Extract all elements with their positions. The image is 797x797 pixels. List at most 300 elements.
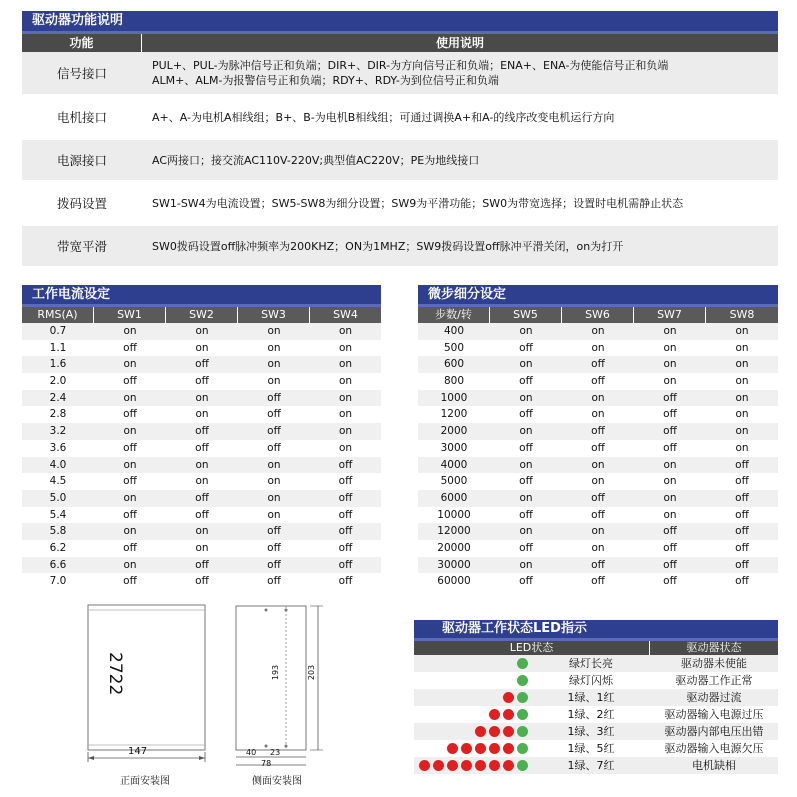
led-state-text: 绿灯闪烁 [569, 674, 613, 687]
usage-col-header: 使用说明 [435, 36, 484, 50]
table-cell: off [123, 341, 137, 354]
table-row [418, 390, 778, 407]
table-cell: 10000 [437, 508, 471, 521]
table-row [418, 557, 778, 574]
table-cell: on [123, 525, 137, 538]
current-header-cell: SW3 [238, 307, 310, 323]
table-cell: on [519, 391, 533, 404]
current-header-cell: RMS(A) [22, 307, 94, 323]
led-indicator [414, 757, 532, 774]
table-cell: on [123, 558, 137, 571]
table-row [22, 457, 381, 474]
table-cell: off [195, 375, 209, 388]
table-cell: off [195, 575, 209, 588]
table-cell: on [735, 408, 749, 421]
table-cell: on [591, 525, 605, 538]
led-indicator [414, 740, 532, 757]
front-drawing [80, 600, 220, 770]
function-description [142, 58, 778, 88]
led-row [414, 672, 778, 689]
table-cell: off [195, 358, 209, 371]
table-cell: on [663, 375, 677, 388]
table-cell: 12000 [437, 525, 471, 538]
table-cell: on [195, 458, 209, 471]
function-row [22, 140, 778, 180]
table-cell: off [591, 375, 605, 388]
table-cell: on [195, 325, 209, 337]
table-cell: on [735, 358, 749, 371]
table-cell: off [663, 558, 677, 571]
table-cell: off [663, 575, 677, 588]
table-row [418, 440, 778, 457]
table-row [418, 356, 778, 373]
table-cell: on [519, 425, 533, 438]
table-cell: on [267, 341, 281, 354]
driver-state-col-header: 驱动器状态 [686, 641, 742, 654]
function-row [22, 226, 778, 266]
table-row [418, 490, 778, 507]
table-cell: off [195, 441, 209, 454]
table-row [22, 473, 381, 490]
table-cell: 5000 [440, 475, 468, 488]
table-cell: on [735, 391, 749, 404]
side-height-outer-label: 203 [307, 664, 317, 681]
table-cell: off [267, 558, 281, 571]
description-line: ALM+、ALM-为报警信号正和负端；RDY+、RDY-为到位信号正和负端 [152, 74, 499, 87]
led-title: 驱动器工作状态LED指示 [442, 621, 587, 636]
table-cell: on [338, 441, 353, 454]
red-led-dot [489, 709, 500, 720]
table-cell: off [591, 358, 605, 371]
driver-state-text: 电机缺相 [692, 759, 736, 772]
led-state-text: 绿灯长亮 [569, 657, 613, 670]
table-row [22, 490, 381, 507]
table-row [418, 323, 778, 340]
table-row [418, 340, 778, 357]
table-cell: on [519, 491, 533, 504]
green-led-dot [517, 709, 528, 720]
table-cell: on [338, 425, 353, 438]
table-cell: off [519, 408, 533, 421]
function-row [22, 52, 778, 94]
table-cell: on [519, 325, 533, 337]
red-led-dot [503, 743, 514, 754]
current-title: 工作电流设定 [32, 287, 111, 302]
table-cell: off [663, 541, 677, 554]
table-cell: on [663, 508, 677, 521]
table-cell: off [338, 558, 353, 571]
micro-header-cell: SW8 [729, 308, 755, 321]
green-led-dot [517, 658, 528, 669]
table-row [22, 557, 381, 574]
red-led-dot [475, 726, 486, 737]
current-header-cell: SW4 [333, 308, 358, 321]
led-state-col-header: LED状态 [414, 641, 650, 655]
table-cell: on [591, 341, 605, 354]
red-led-dot [447, 760, 458, 771]
microstep-title: 微步细分设定 [428, 287, 507, 302]
side-height-inner-label: 193 [271, 664, 281, 681]
table-cell: off [338, 575, 353, 588]
function-description [142, 196, 778, 211]
driver-state-text: 驱动器输入电源欠压 [664, 742, 764, 755]
led-indicator [414, 706, 532, 723]
function-row [22, 180, 778, 226]
led-row [414, 740, 778, 757]
table-cell: on [338, 325, 353, 337]
table-cell: on [591, 408, 605, 421]
red-led-dot [503, 760, 514, 771]
table-cell: off [519, 375, 533, 388]
driver-state-text: 驱动器过流 [686, 691, 742, 704]
table-row [418, 406, 778, 423]
function-name: 电源接口 [56, 153, 107, 168]
table-cell: off [663, 391, 677, 404]
microstep-title-bar [418, 285, 778, 304]
current-header-cell: SW1 [94, 307, 166, 323]
driver-state-text: 驱动器内部电压出错 [664, 725, 764, 738]
function-table-header [22, 34, 778, 52]
table-cell: off [195, 425, 209, 438]
front-model-label: 2722 [105, 652, 125, 696]
table-cell: off [519, 541, 533, 554]
table-cell: on [195, 391, 209, 404]
function-table [22, 52, 778, 266]
current-table-header [22, 307, 381, 323]
table-cell: off [267, 541, 281, 554]
table-cell: off [735, 458, 749, 471]
table-cell: on [338, 358, 353, 371]
table-cell: off [591, 441, 605, 454]
table-cell: off [735, 508, 749, 521]
red-led-dot [447, 743, 458, 754]
table-row [22, 356, 381, 373]
table-cell: on [663, 325, 677, 337]
table-cell: on [123, 325, 137, 337]
table-row [418, 507, 778, 524]
table-cell: 1.6 [49, 358, 67, 371]
table-cell: 4.0 [49, 458, 67, 471]
table-cell: 2.0 [49, 375, 67, 388]
table-cell: off [338, 475, 353, 488]
table-cell: off [267, 441, 281, 454]
function-name: 带宽平滑 [56, 239, 107, 254]
table-cell: on [591, 325, 605, 337]
led-state-text: 1绿、5红 [567, 742, 615, 755]
red-led-dot [489, 760, 500, 771]
table-cell: 1200 [440, 408, 468, 421]
table-cell: on [663, 341, 677, 354]
table-cell: off [591, 575, 605, 588]
driver-state-text: 驱动器未使能 [681, 657, 747, 670]
table-cell: 3000 [440, 441, 468, 454]
table-cell: on [195, 475, 209, 488]
table-cell: 800 [443, 375, 465, 388]
function-row [22, 94, 778, 140]
micro-header-cell: SW7 [634, 307, 706, 323]
side-caption: 侧面安装图 [252, 776, 302, 787]
description-line: A+、A-为电机A相线组；B+、B-为电机B相线组；可通过调换A+和A-的线序改变电机运行方向 [152, 110, 615, 124]
table-cell: off [735, 558, 749, 571]
table-row [22, 340, 381, 357]
table-cell: off [591, 425, 605, 438]
table-cell: on [591, 475, 605, 488]
led-indicator [414, 655, 532, 672]
table-row [418, 373, 778, 390]
table-cell: off [195, 508, 209, 521]
micro-header-cell: SW5 [490, 307, 562, 323]
table-row [22, 540, 381, 557]
side-w2-label: 23 [270, 748, 281, 757]
table-row [418, 523, 778, 540]
table-cell: off [338, 508, 353, 521]
table-row [418, 423, 778, 440]
table-cell: on [195, 408, 209, 421]
function-name: 电机接口 [56, 110, 107, 125]
table-cell: 1.1 [49, 341, 67, 354]
table-cell: off [663, 525, 677, 538]
table-cell: on [267, 325, 281, 337]
green-led-dot [517, 726, 528, 737]
green-led-dot [517, 760, 528, 771]
table-cell: off [123, 408, 137, 421]
function-name: 信号接口 [56, 66, 107, 81]
table-cell: on [338, 408, 353, 421]
red-led-dot [461, 760, 472, 771]
table-cell: 6.2 [49, 541, 67, 554]
table-cell: off [123, 541, 137, 554]
table-cell: off [735, 491, 749, 504]
table-cell: on [195, 541, 209, 554]
table-row [22, 373, 381, 390]
table-row [22, 440, 381, 457]
table-cell: on [735, 325, 749, 337]
table-cell: off [338, 458, 353, 471]
table-row [22, 523, 381, 540]
table-cell: on [735, 441, 749, 454]
table-cell: 20000 [437, 541, 471, 554]
table-cell: off [663, 441, 677, 454]
table-cell: on [123, 491, 137, 504]
table-cell: 500 [443, 341, 465, 354]
table-row [418, 473, 778, 490]
table-cell: 4000 [440, 458, 468, 471]
table-cell: off [519, 508, 533, 521]
table-cell: on [519, 458, 533, 471]
table-cell: off [195, 491, 209, 504]
led-state-text: 1绿、2红 [567, 708, 615, 721]
micro-table-body [418, 323, 778, 590]
red-led-dot [503, 726, 514, 737]
table-cell: on [735, 341, 749, 354]
table-cell: off [195, 558, 209, 571]
table-cell: off [123, 475, 137, 488]
micro-table-header [418, 307, 778, 323]
table-cell: 5.0 [49, 491, 67, 504]
table-cell: on [591, 391, 605, 404]
table-cell: on [195, 341, 209, 354]
front-caption: 正面安装图 [120, 776, 170, 787]
table-cell: 0.7 [49, 325, 67, 337]
current-title-bar [22, 285, 381, 304]
table-cell: on [663, 458, 677, 471]
table-cell: off [123, 575, 137, 588]
table-cell: on [338, 375, 353, 388]
table-cell: off [267, 525, 281, 538]
table-cell: 4.5 [49, 475, 67, 488]
table-row [22, 423, 381, 440]
table-cell: on [735, 375, 749, 388]
red-led-dot [433, 760, 444, 771]
table-cell: 6.6 [49, 558, 67, 571]
led-row [414, 723, 778, 740]
table-cell: off [267, 391, 281, 404]
table-cell: 400 [443, 325, 465, 337]
table-cell: 2.4 [49, 391, 67, 404]
function-col-header: 功能 [22, 34, 142, 52]
current-header-cell: SW2 [166, 307, 238, 323]
led-table-header [414, 641, 778, 655]
table-cell: off [338, 491, 353, 504]
table-cell: off [735, 575, 749, 588]
table-cell: on [663, 358, 677, 371]
led-title-bar [414, 620, 778, 638]
led-row [414, 655, 778, 672]
table-cell: 6000 [440, 491, 468, 504]
led-indicator [414, 723, 532, 740]
table-cell: on [519, 358, 533, 371]
table-row [418, 457, 778, 474]
table-cell: off [519, 441, 533, 454]
table-cell: off [267, 425, 281, 438]
table-cell: off [735, 541, 749, 554]
table-cell: 60000 [437, 575, 471, 588]
table-cell: on [123, 391, 137, 404]
description-line: AC两接口；接交流AC110V-220V;典型值AC220V；PE为地线接口 [152, 153, 480, 167]
green-led-dot [517, 692, 528, 703]
table-cell: on [267, 475, 281, 488]
table-cell: 2.8 [49, 408, 67, 421]
green-led-dot [517, 675, 528, 686]
red-led-dot [503, 709, 514, 720]
table-cell: on [267, 375, 281, 388]
table-cell: off [519, 341, 533, 354]
driver-state-text: 驱动器输入电源过压 [664, 708, 764, 721]
description-line: PUL+、PUL-为脉冲信号正和负端；DIR+、DIR-为方向信号正和负端；ENA+、ENA-为使能信号正和负端 [152, 59, 669, 72]
table-cell: on [338, 341, 353, 354]
table-cell: off [663, 408, 677, 421]
table-cell: off [591, 491, 605, 504]
function-name: 拨码设置 [56, 196, 107, 211]
function-description [142, 239, 778, 254]
table-cell: on [591, 541, 605, 554]
table-cell: 1000 [440, 391, 468, 404]
table-cell: 5.4 [49, 508, 67, 521]
led-row [414, 706, 778, 723]
table-cell: off [735, 525, 749, 538]
function-description [142, 110, 778, 125]
description-line: SW1-SW4为电流设置；SW5-SW8为细分设置；SW9为平滑功能；SW0为带宽选择；设置时电机需静止状态 [152, 196, 684, 210]
front-width-label: 147 [128, 746, 148, 757]
table-row [418, 540, 778, 557]
table-cell: off [519, 575, 533, 588]
red-led-dot [489, 743, 500, 754]
side-w1-label: 40 [246, 748, 257, 757]
table-cell: on [123, 458, 137, 471]
led-indicator [414, 672, 532, 689]
table-row [22, 323, 381, 340]
micro-header-cell: SW6 [562, 307, 634, 323]
red-led-dot [503, 692, 514, 703]
table-cell: off [663, 425, 677, 438]
table-cell: on [519, 525, 533, 538]
table-cell: off [123, 441, 137, 454]
table-cell: on [735, 425, 749, 438]
current-table [22, 307, 381, 590]
table-cell: off [123, 375, 137, 388]
table-cell: off [519, 475, 533, 488]
table-cell: 2000 [440, 425, 468, 438]
red-led-dot [475, 760, 486, 771]
function-description [142, 153, 778, 168]
table-cell: off [591, 508, 605, 521]
table-cell: 30000 [437, 558, 471, 571]
table-cell: off [267, 575, 281, 588]
red-led-dot [489, 726, 500, 737]
led-state-text: 1绿、7红 [567, 759, 615, 772]
table-cell: on [123, 358, 137, 371]
side-drawing [228, 600, 328, 772]
function-title-bar [22, 11, 778, 31]
green-led-dot [517, 743, 528, 754]
driver-state-text: 驱动器工作正常 [675, 674, 753, 687]
led-row [414, 757, 778, 774]
current-table-body [22, 323, 381, 590]
table-cell: off [267, 408, 281, 421]
table-cell: on [195, 525, 209, 538]
table-cell: on [338, 391, 353, 404]
table-cell: on [591, 458, 605, 471]
table-cell: on [267, 458, 281, 471]
microstep-table [418, 307, 778, 590]
red-led-dot [475, 743, 486, 754]
table-cell: 3.2 [49, 425, 67, 438]
function-title: 驱动器功能说明 [32, 13, 124, 28]
table-cell: off [338, 525, 353, 538]
table-row [22, 573, 381, 590]
table-cell: off [735, 475, 749, 488]
table-row [22, 406, 381, 423]
side-total-label: 78 [261, 759, 272, 768]
table-cell: on [123, 425, 137, 438]
led-state-text: 1绿、1红 [567, 691, 615, 704]
table-cell: on [663, 475, 677, 488]
table-row [22, 390, 381, 407]
table-row [22, 507, 381, 524]
led-indicator [414, 689, 532, 706]
table-cell: 5.8 [49, 525, 67, 538]
table-cell: on [519, 558, 533, 571]
table-row [418, 573, 778, 590]
table-cell: off [591, 558, 605, 571]
table-cell: on [663, 491, 677, 504]
table-cell: off [338, 541, 353, 554]
table-cell: on [267, 491, 281, 504]
led-table [414, 641, 778, 774]
table-cell: 600 [443, 358, 465, 371]
table-cell: 3.6 [49, 441, 67, 454]
table-cell: off [123, 508, 137, 521]
